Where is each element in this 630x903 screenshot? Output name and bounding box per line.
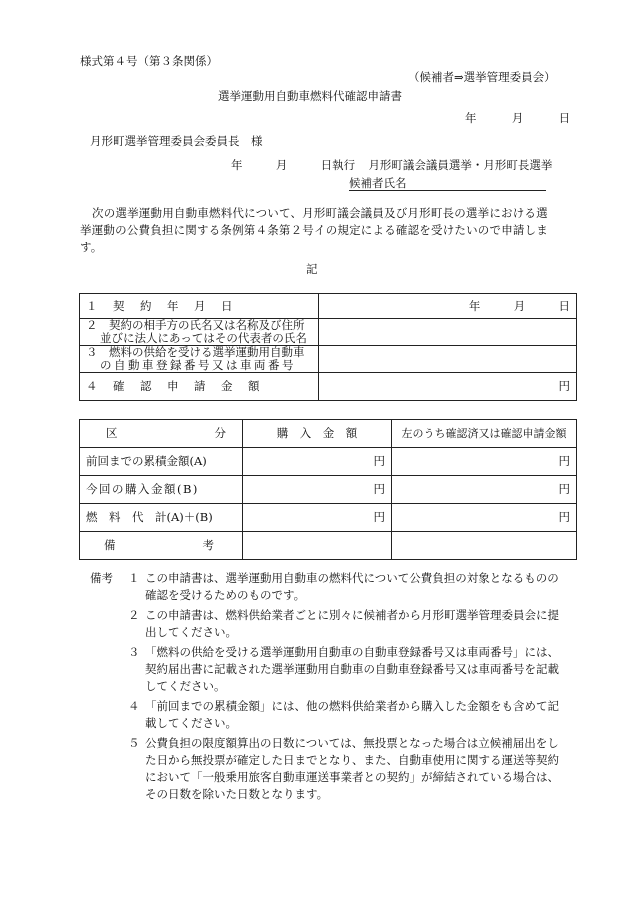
amount-table [79, 419, 577, 560]
row-label-total: 燃 料 代 計(A)＋(B) [80, 504, 243, 532]
table-row [80, 504, 577, 532]
candidate-name-label: 候補者氏名 [349, 176, 407, 190]
requested-amount-unit: 円 [558, 379, 570, 393]
note-item [90, 698, 560, 732]
candidate-name-line [349, 190, 546, 191]
note-number: ３ [128, 645, 140, 659]
table-row [80, 319, 577, 346]
row-label-current: 今回の購入金額(B) [80, 476, 243, 504]
yen-unit: 円 [373, 510, 385, 524]
current-purchase-field[interactable] [243, 476, 392, 504]
table-row [80, 448, 577, 476]
total-purchase-field[interactable] [243, 504, 392, 532]
notes-header: 備考 [90, 571, 113, 585]
vehicle-number-label [80, 346, 319, 373]
remarks-label-b: 考 [202, 538, 214, 552]
form-number: 様式第４号（第３条関係） [80, 54, 218, 68]
current-confirmed-field[interactable] [392, 476, 577, 504]
table-header-row [80, 420, 577, 448]
routing-note: （候補者⇒選挙管理委員会） [408, 70, 556, 84]
contract-year: 年 [468, 298, 481, 313]
cumulative-purchase-field[interactable] [243, 448, 392, 476]
date-day: 日 [558, 111, 571, 125]
vehicle-number-label-line2: の自動車登録番号又は車両番号 [100, 358, 296, 372]
remarks-confirmed-field[interactable] [392, 532, 577, 560]
yen-unit: 円 [373, 454, 385, 468]
yen-unit: 円 [558, 454, 570, 468]
note-text: この申請書は、選挙運動用自動車の燃料代について公費負担の対象となるものの確認を受けるためのものです。 [145, 571, 559, 602]
vehicle-number-label-line1: ３ 燃料の供給を受ける選挙運動用自動車 [86, 345, 305, 359]
header-kubun-a: 区 [106, 426, 118, 440]
counterparty-label-line2: 並びに法人にあってはその代表者の氏名 [100, 331, 307, 345]
total-confirmed-field[interactable] [392, 504, 577, 532]
election-year: 年 [231, 158, 243, 172]
body-text: 次の選挙運動用自動車燃料代について、月形町議会議員及び月形町長の選挙における選挙運動の公費負担に関する条例第４条第２号イの規定による確認を受けたいので申請します。 [80, 206, 548, 254]
table-row [80, 346, 577, 373]
note-text: 公費負担の限度額算出の日数については、無投票となった場合は立候補届出をした日から無投票が確定した日までとなり、また、自動車使用に関する運送等契約において「一般乗用旅客自動車運送事業者との契約」が締結されている場合は、その日数を除いた日数となります。 [145, 736, 559, 801]
row-label-remarks [80, 532, 243, 560]
yen-unit: 円 [373, 482, 385, 496]
contract-date-field[interactable] [319, 294, 577, 319]
note-text: 「前回までの累積金額」には、他の燃料供給業者から購入した金額をも含めて記載してください。 [145, 699, 559, 730]
note-item [90, 570, 560, 604]
contract-month: 月 [513, 298, 526, 313]
requested-amount-label: ４ 確 認 申 請 金 額 [80, 373, 319, 401]
election-month: 月 [275, 158, 288, 172]
note-item [90, 644, 560, 695]
requested-amount-field[interactable] [319, 373, 577, 401]
notes-section [90, 570, 560, 806]
ki-heading: 記 [306, 262, 318, 276]
contract-day: 日 [558, 298, 570, 313]
contract-info-table [79, 293, 577, 401]
cumulative-confirmed-field[interactable] [392, 448, 577, 476]
note-number: ５ [128, 736, 140, 750]
header-kubun [80, 420, 243, 448]
election-name: 月形町議会議員選挙・月形町長選挙 [368, 158, 553, 172]
row-label-cumulative: 前回までの累積金額(A) [80, 448, 243, 476]
contract-date-label: １ 契 約 年 月 日 [80, 294, 319, 319]
note-item [90, 735, 560, 803]
remarks-label-a: 備 [104, 538, 116, 552]
addressee: 月形町選挙管理委員会委員長 様 [90, 134, 263, 148]
election-day-exec: 日執行 [320, 158, 356, 172]
note-text: 「燃料の供給を受ける選挙運動用自動車の自動車登録番号又は車両番号」には、契約届出書に記載された選挙運動用自動車の自動車登録番号又は車両番号を記載してください。 [145, 645, 559, 693]
table-row [80, 476, 577, 504]
note-number: １ [128, 571, 140, 585]
yen-unit: 円 [558, 510, 570, 524]
note-number: ４ [128, 699, 140, 713]
header-purchase-amount: 購 入 金 額 [243, 420, 392, 448]
note-number: ２ [128, 608, 140, 622]
header-kubun-b: 分 [214, 426, 226, 440]
election-line [231, 158, 552, 172]
form-title: 選挙運動用自動車燃料代確認申請書 [218, 89, 402, 103]
yen-unit: 円 [558, 482, 570, 496]
counterparty-label [80, 319, 319, 346]
date-year: 年 [465, 111, 477, 125]
note-item [90, 607, 560, 641]
date-line [465, 111, 570, 125]
vehicle-number-field[interactable] [319, 346, 577, 373]
counterparty-field[interactable] [319, 319, 577, 346]
remarks-purchase-field[interactable] [243, 532, 392, 560]
header-confirmed-amount: 左のうち確認済又は確認申請金額 [392, 420, 577, 448]
counterparty-label-line1: ２ 契約の相手方の氏名又は名称及び住所 [86, 318, 305, 332]
table-row [80, 532, 577, 560]
date-month: 月 [511, 111, 524, 125]
table-row [80, 373, 577, 401]
table-row [80, 294, 577, 319]
note-text: この申請書は、燃料供給業者ごとに別々に候補者から月形町選挙管理委員会に提出してください。 [145, 608, 559, 639]
